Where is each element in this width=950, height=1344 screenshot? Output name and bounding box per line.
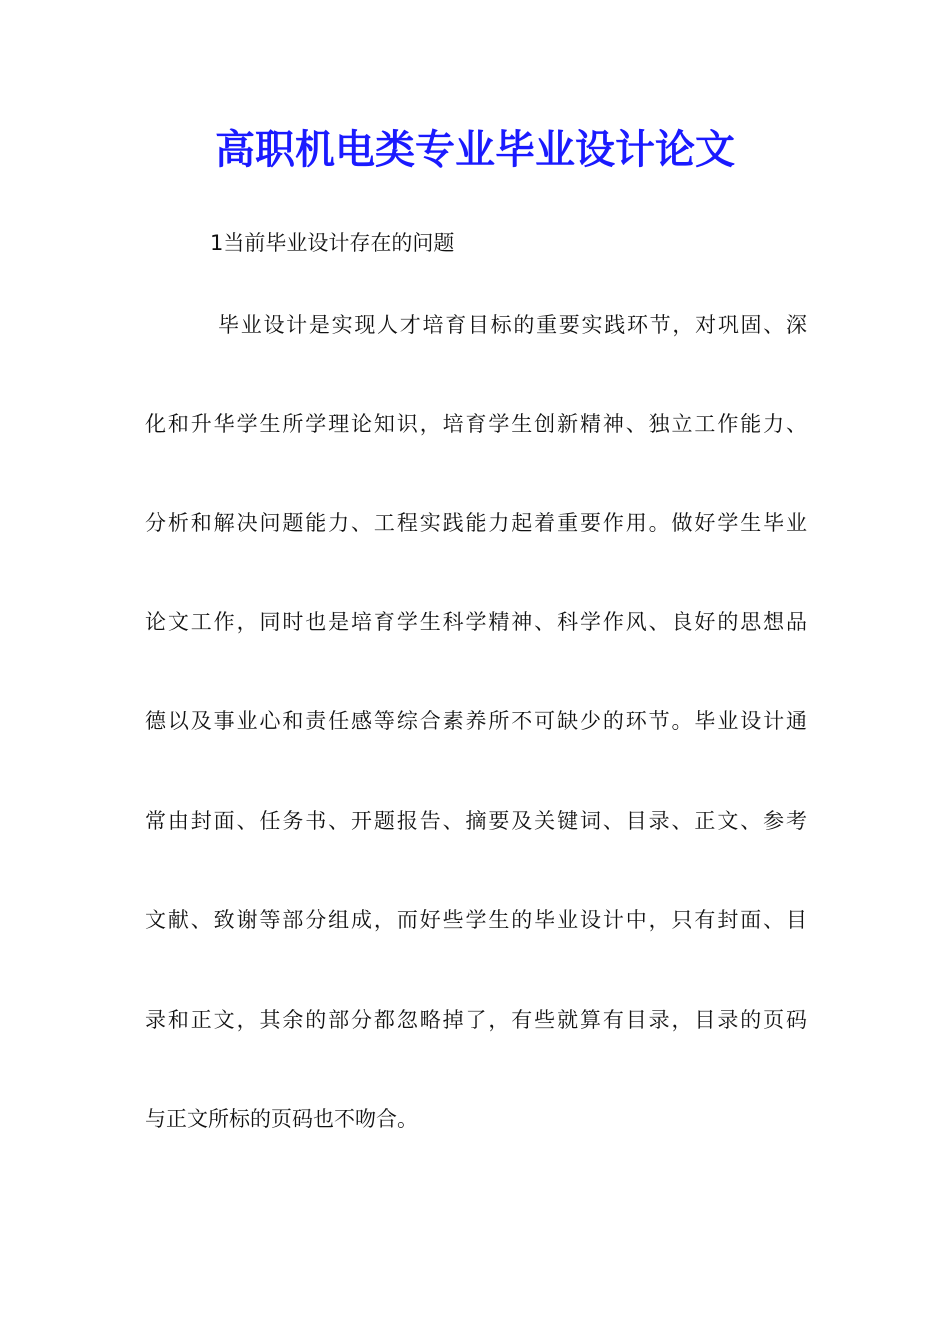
paragraph-line: 毕业设计是实现人才培育目标的重要实践环节，对巩固、深 bbox=[218, 313, 807, 337]
paragraph-line: 分析和解决问题能力、工程实践能力起着重要作用。做好学生毕业 bbox=[145, 511, 807, 535]
document-title: 高职机电类专业毕业设计论文 bbox=[215, 126, 735, 173]
paragraph-line: 文献、致谢等部分组成，而好些学生的毕业设计中，只有封面、目 bbox=[145, 908, 807, 932]
paragraph-line: 录和正文，其余的部分都忽略掉了，有些就算有目录，目录的页码 bbox=[145, 1008, 807, 1032]
paragraph-line: 化和升华学生所学理论知识，培育学生创新精神、独立工作能力、 bbox=[145, 412, 807, 436]
section-heading: 1当前毕业设计存在的问题 bbox=[210, 231, 455, 255]
paragraph-line: 德以及事业心和责任感等综合素养所不可缺少的环节。毕业设计通 bbox=[145, 709, 807, 733]
paragraph-line: 论文工作，同时也是培育学生科学精神、科学作风、良好的思想品 bbox=[145, 610, 807, 634]
paragraph-line: 与正文所标的页码也不吻合。 bbox=[145, 1107, 418, 1131]
paragraph-line: 常由封面、任务书、开题报告、摘要及关键词、目录、正文、参考 bbox=[145, 809, 807, 833]
